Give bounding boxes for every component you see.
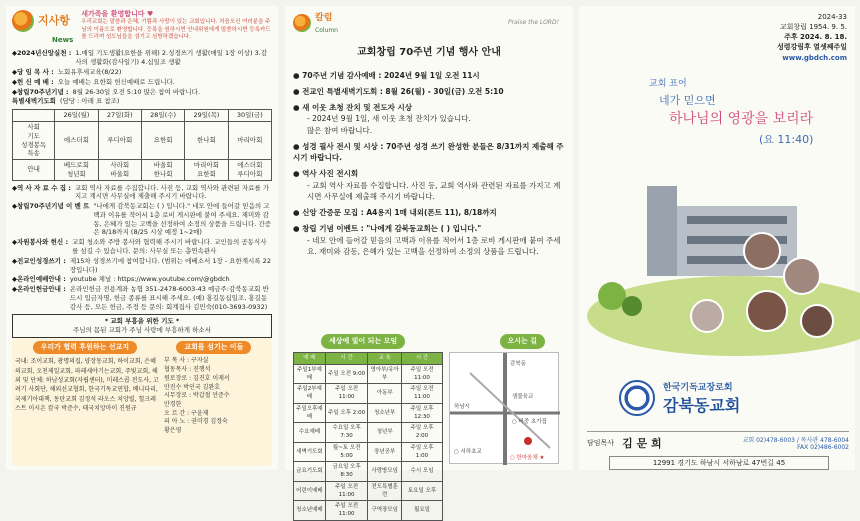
announcement-value: 1.매일 기도생활(요한을 위해) 2.성경쓰기 생활(매일 1장 이상) 3.감사의 생활화(감사일기) 4.십일조 생활 (75, 49, 268, 67)
schedule-cell: 루디아회 (98, 122, 141, 160)
column-label: 칼럼 (315, 13, 333, 23)
prayer-box (12, 314, 272, 338)
event-title: ● 70주년 기념 감사예배 : 2024년 9월 1일 오전 11시 (293, 70, 480, 80)
worship-cell: 주일 오후 2:00 (402, 423, 443, 443)
announcement-value: 교회 청소와 주방 봉사와 협력해 주시기 바랍니다. 교인들의 공동식사를 섬길 수 있습니다. 문의: 사무실 또는 총연속관사 (72, 238, 267, 255)
dawn-prayer-schedule (12, 109, 272, 181)
announcement-item (12, 49, 272, 67)
pastor-label: 담임목사 (587, 439, 615, 447)
worship-cell: 청소년예배 (294, 501, 326, 521)
worship-cell: 주일 오후 2:00 (325, 403, 367, 423)
welcome-title: 새가족을 환영합니다 ♥ (81, 10, 154, 18)
schedule-cell: 요한회 (141, 122, 184, 160)
worship-cell: 아동부 (368, 384, 402, 404)
schedule-cell: 베드로회 청년회 (55, 160, 98, 181)
announcement-item (12, 88, 272, 97)
bulletin-date: 주후 2024. 8. 18. (784, 33, 847, 42)
worship-cell: 토요일 오후 (402, 481, 443, 501)
event-detail: - 네모 안에 들어갈 믿음의 고백과 이유를 적어서 1층 로비 게시판에 붙여 주세요. 재미와 감동, 은혜가 있는 고백을 선정하여 소정의 상품을 드립니다. (307, 235, 561, 256)
church-url: www.gbdch.com (782, 53, 847, 62)
event-item (293, 141, 565, 164)
missions-pill: 우리가 협력 후원하는 선교지 (33, 341, 137, 354)
worship-cell: 사랑방모임 (368, 462, 402, 482)
announcement-key: ◆온라인예배안내 : (12, 275, 66, 284)
map-pill: 오시는 길 (500, 334, 546, 349)
event-title: ● 역사 사진 전시회 (293, 169, 359, 179)
announcement-item (12, 78, 272, 87)
phone-numbers: 교회 02)478-6003 / 목사관 478-6004 (742, 437, 849, 444)
worship-cell: 주일 오전 11:00 (325, 384, 367, 404)
announcement-value: 교회 역사 자료를 수집합니다. 사진 등, 교회 역사와 관련된 자료를 가지고 계시면 사무실에 제출해 주시기 바랍니다. (74, 183, 270, 201)
worship-cell: 주일 오전 11:00 (402, 364, 443, 384)
announcement-item (12, 257, 272, 275)
announcement-item (12, 275, 272, 284)
liturgical-week: 성령강림후 열셋째주일 (776, 43, 847, 52)
event-detail: 많은 참여 바랍니다. (307, 125, 373, 135)
schedule-cell: 에스더회 루디아회 (228, 160, 271, 181)
announcement-item (12, 285, 272, 311)
worship-cell: 주일 오후 1:00 (402, 442, 443, 462)
schedule-cell: 사라회 바울회 (98, 160, 141, 181)
event-title: ● 창립 기념 이벤트 : "나에게 감북동교회는 ( ) 입니다." (293, 224, 482, 234)
schedule-cell: 한나회 (185, 122, 228, 160)
issue-number: 2024-33 (817, 13, 847, 21)
schedule-cell: 바울회 한나회 (141, 160, 184, 181)
directions-map (449, 352, 559, 464)
schedule-header (13, 110, 55, 122)
schedule-cell: 에스더회 (55, 122, 98, 160)
announcement-key: ◆당 임 목 사 : (12, 67, 54, 76)
announcement-key: ◆온라인헌금안내 : (12, 285, 66, 294)
motto-ref: (요 11:40) (759, 132, 814, 146)
worship-cell: 주일 오전 9:00 (325, 364, 367, 384)
bottom-info (12, 338, 272, 466)
event-item (293, 86, 565, 97)
worship-table (293, 352, 443, 521)
event-item (293, 70, 565, 81)
church-illustration (587, 146, 847, 346)
event-item (293, 102, 565, 136)
announcement-key: ◆2024년신앙실천 : (12, 49, 72, 58)
announcement-list (12, 49, 272, 106)
flower-logo-icon (12, 10, 34, 32)
prayer-box-body: 주님의 몸된 교회가 주님 사랑에 부흥하게 하소서 (73, 326, 211, 335)
schedule-header: 28일(수) (141, 110, 184, 122)
announcement-value: youtube 채널 : https://www.youtube.com/@gbdch (69, 275, 230, 284)
announcement-item (12, 68, 272, 77)
worship-cell: 영아부/유아부 (368, 364, 402, 384)
schedule-cell: 마리아회 (228, 122, 271, 160)
motto-line1: 네가 믿으면 (659, 93, 716, 107)
event-item (293, 207, 565, 218)
schedule-header: 30일(금) (228, 110, 271, 122)
announcement-key: 특별새벽기도회 (12, 97, 56, 106)
announcement-key: ◆창립70주년기념 이 벤 트 (12, 202, 90, 211)
announcement-key: ◆역 사 자 료 수 집 : (12, 183, 71, 192)
worship-pill: 세상에 빛이 되는 모임 (321, 334, 405, 349)
map-label: 감북동 (510, 360, 526, 367)
announcement-item (12, 202, 272, 237)
news-panel (6, 6, 278, 470)
column-flower-icon (293, 14, 311, 32)
worship-cell: 청소년부 (368, 403, 402, 423)
news-header (12, 10, 272, 45)
announcement-value: 오늘 예배는 요한회 헌신예배로 드립니다. (57, 77, 175, 86)
announcement-value: 8월 26-30일 오전 5:10 많은 참여 바랍니다. (72, 87, 201, 96)
schedule-header: 29일(목) (185, 110, 228, 122)
event-detail: - 2024년 9월 1일, 새 이웃 초청 잔치가 있습니다. (307, 114, 471, 124)
announcement-item (12, 238, 272, 256)
announcement-value: 제15차 성경쓰기에 참여합니다. (범위는 에베소서 1장 - 요한계시록 22장입니다) (69, 256, 271, 274)
worship-cell: 주일 오전 11:00 (402, 384, 443, 404)
column-panel (285, 6, 573, 518)
welcome-body: 우리교회는 말씀과 은혜, 기쁨과 사랑이 있는 교회입니다. 처음오신 여러분을 주님의 이름으로 환영합니다. 등록을 원하시면 안내위원에게 말씀하시면 등록카드를 드리며 성도님들을 섬기고 심방하겠습니다. (81, 19, 271, 40)
worship-cell: 구역장모임 (368, 501, 402, 521)
worship-cell: 청년부 (368, 423, 402, 443)
map-label: ○ 서하초교 (454, 448, 482, 455)
event-item (293, 223, 565, 257)
announcement-value: "나에게 감북동교회는 ( ) 입니다." 네모 안에 들어갈 믿음의 고백과 이유를 적어서 1층 로비 게시판에 붙여 주세요. 재미와 감동, 은혜가 있는 고백을 선정하여 소정의 상품을 드립니다. 간증은 8/18까지 (8/25 시상 예정 1~2매) (93, 202, 271, 237)
announcement-list-2 (12, 184, 272, 312)
event-list (293, 70, 565, 258)
worship-cell: 주일2부예배 (294, 384, 326, 404)
worship-cell: 주일 오후 12:30 (402, 403, 443, 423)
announcement-key: ◆헌 신 예 배 : (12, 77, 54, 86)
servants-pill: 교회를 섬기는 이들 (176, 341, 251, 354)
schedule-cell: 안내 (13, 160, 55, 181)
issue-info (587, 12, 847, 63)
worship-header: 시 간 (325, 352, 367, 364)
schedule-header: 26일(월) (55, 110, 98, 122)
news-logo (12, 10, 73, 45)
schedule-header: 27일(화) (98, 110, 141, 122)
news-logo-sub: News (52, 36, 74, 44)
church-name-block (619, 380, 740, 416)
motto-label: 교회 표어 (649, 79, 687, 89)
announcement-item (12, 97, 272, 106)
worship-cell: 주일1부예배 (294, 364, 326, 384)
founded-date: 교회창립 1954. 9. 5. (779, 23, 847, 32)
worship-header: 예 배 (294, 352, 326, 364)
worship-cell: 수시 모임 (402, 462, 443, 482)
praise-text: Praise the LORD! (508, 19, 559, 26)
map-label: ○ 비중 초가집 (512, 418, 547, 425)
church-address: 12991 경기도 하남시 서하남로 47번길 45 (609, 456, 829, 470)
announcement-item (12, 184, 272, 202)
announcement-value: 온라인헌금 전용계좌 농협 351-2478-6003-43 예금주:감북동교회 반드시 입금자명, 헌금 종류를 표시해 주세요. (예) 홍길동십일조, 홍길동감사 등, 모든 헌금, 주정 등 문의: 회계집사 김민숙(010-3693-0932) (69, 285, 269, 311)
map-label: ○ 한마음채 ★ (510, 454, 545, 461)
announcement-key: ◆창립70주년기념 : (12, 87, 69, 96)
column-title: 교회창립 70주년 기념 행사 안내 (357, 46, 501, 58)
announcement-key: ◆전교인성경쓰기 : (12, 256, 66, 265)
worship-cell: 월~토 오전 5:00 (325, 442, 367, 462)
worship-cell: 금요일 오후 8:30 (325, 462, 367, 482)
worship-cell: 전도특별훈련 (368, 481, 402, 501)
worship-section (293, 334, 565, 518)
event-title: ● 새 이웃 초청 잔치 및 전도자 시상 (293, 103, 413, 112)
worship-cell: 장년공부 (368, 442, 402, 462)
worship-cell: 수요일 오후 7:30 (325, 423, 367, 443)
worship-cell: 주일오후예배 (294, 403, 326, 423)
servants-list: 부 목 사 : 구자실 협동목사 : 진행석 원로장로 : 김진호 이재서 안진수 박인국 김완호 시무장로 : 박갑철 안준수 안경한 오 르 간 : 구윤제 피 아 노 : 권미경 김정숙 황은영 (164, 357, 230, 434)
worship-cell: 수요예배 (294, 423, 326, 443)
fax-number: FAX 02)486-6002 (797, 444, 849, 451)
contact-bar (587, 431, 849, 451)
church-motto (649, 78, 813, 148)
cover-panel (579, 6, 855, 470)
event-title: ● 신앙 간증문 모집 : A4용지 1매 내외(폰트 11), 8/18까지 (293, 208, 497, 217)
church-location-marker (524, 437, 532, 445)
event-item (293, 168, 565, 202)
news-logo-title: 지사항 (38, 13, 70, 27)
worship-cell: 주일 오전 11:00 (325, 501, 367, 521)
event-title: ● 전교인 특별새벽기도회 : 8월 26(월) - 30일(금) 오전 5:10 (293, 86, 504, 96)
event-title: ● 성경 필사 전시 및 시상 : 70주년 성경 쓰기 완성한 분들은 8/31까지 제출해 주시기 바랍니다. (293, 141, 564, 162)
worship-cell: 월요일 (402, 501, 443, 521)
schedule-cell: 사회 기도 성경봉독 특송 (13, 122, 55, 160)
worship-header: 시 간 (402, 352, 443, 364)
event-detail: - 교회 역사 자료를 수집합니다. 사진 등, 교회 역사와 관련된 자료를 가지고 계시면 사무실에 제출해 주시기 바랍니다. (307, 180, 561, 201)
motto-line2: 하나님의 영광을 보리라 (669, 110, 814, 127)
prayer-box-title: * 교회 부흥을 위한 기도 * (104, 317, 180, 326)
church-logo-icon (619, 380, 655, 416)
worship-cell: 주일 오전 11:00 (325, 481, 367, 501)
pastor-name: 김 문 희 (622, 437, 662, 450)
denomination: 한국기독교장로회 (663, 383, 733, 393)
announcement-key: ◆자원봉사와 헌신 : (12, 238, 69, 247)
map-label: 하남시 (454, 403, 470, 410)
map-label: 샘물육교 (512, 393, 534, 400)
announcement-value: (담당 : 아래 표 참조) (59, 97, 120, 106)
announcement-value: 노회유후세교육(8/22) (57, 67, 122, 76)
column-sub: Column (315, 26, 338, 34)
missions-list: 국내: 조이교회, 광명의집, 양장동교회, 하이교회, 은혜의교회, 오천제일교회, 파레세야기는교회, 주빛교회, 해외 및 단체: 하남성교회(자립센터), 미레스콥 전도사, 고려기 사회단, 해외선교협회, 한국기독교연합, 베니다리, 국제기아대책, 동탄교회 김정석 라오스 치앙빌, 힐크레스트 이시온 캄국 박준수, 태국치앙마이 진원규 (15, 358, 159, 412)
worship-cell: 어린이예배 (294, 481, 326, 501)
worship-cell: 새벽기도회 (294, 442, 326, 462)
worship-header: 교 육 (368, 352, 402, 364)
worship-cell: 금요기도회 (294, 462, 326, 482)
church-name: 감북동교회 (663, 396, 741, 415)
schedule-cell: 마리아회 요한회 (185, 160, 228, 181)
